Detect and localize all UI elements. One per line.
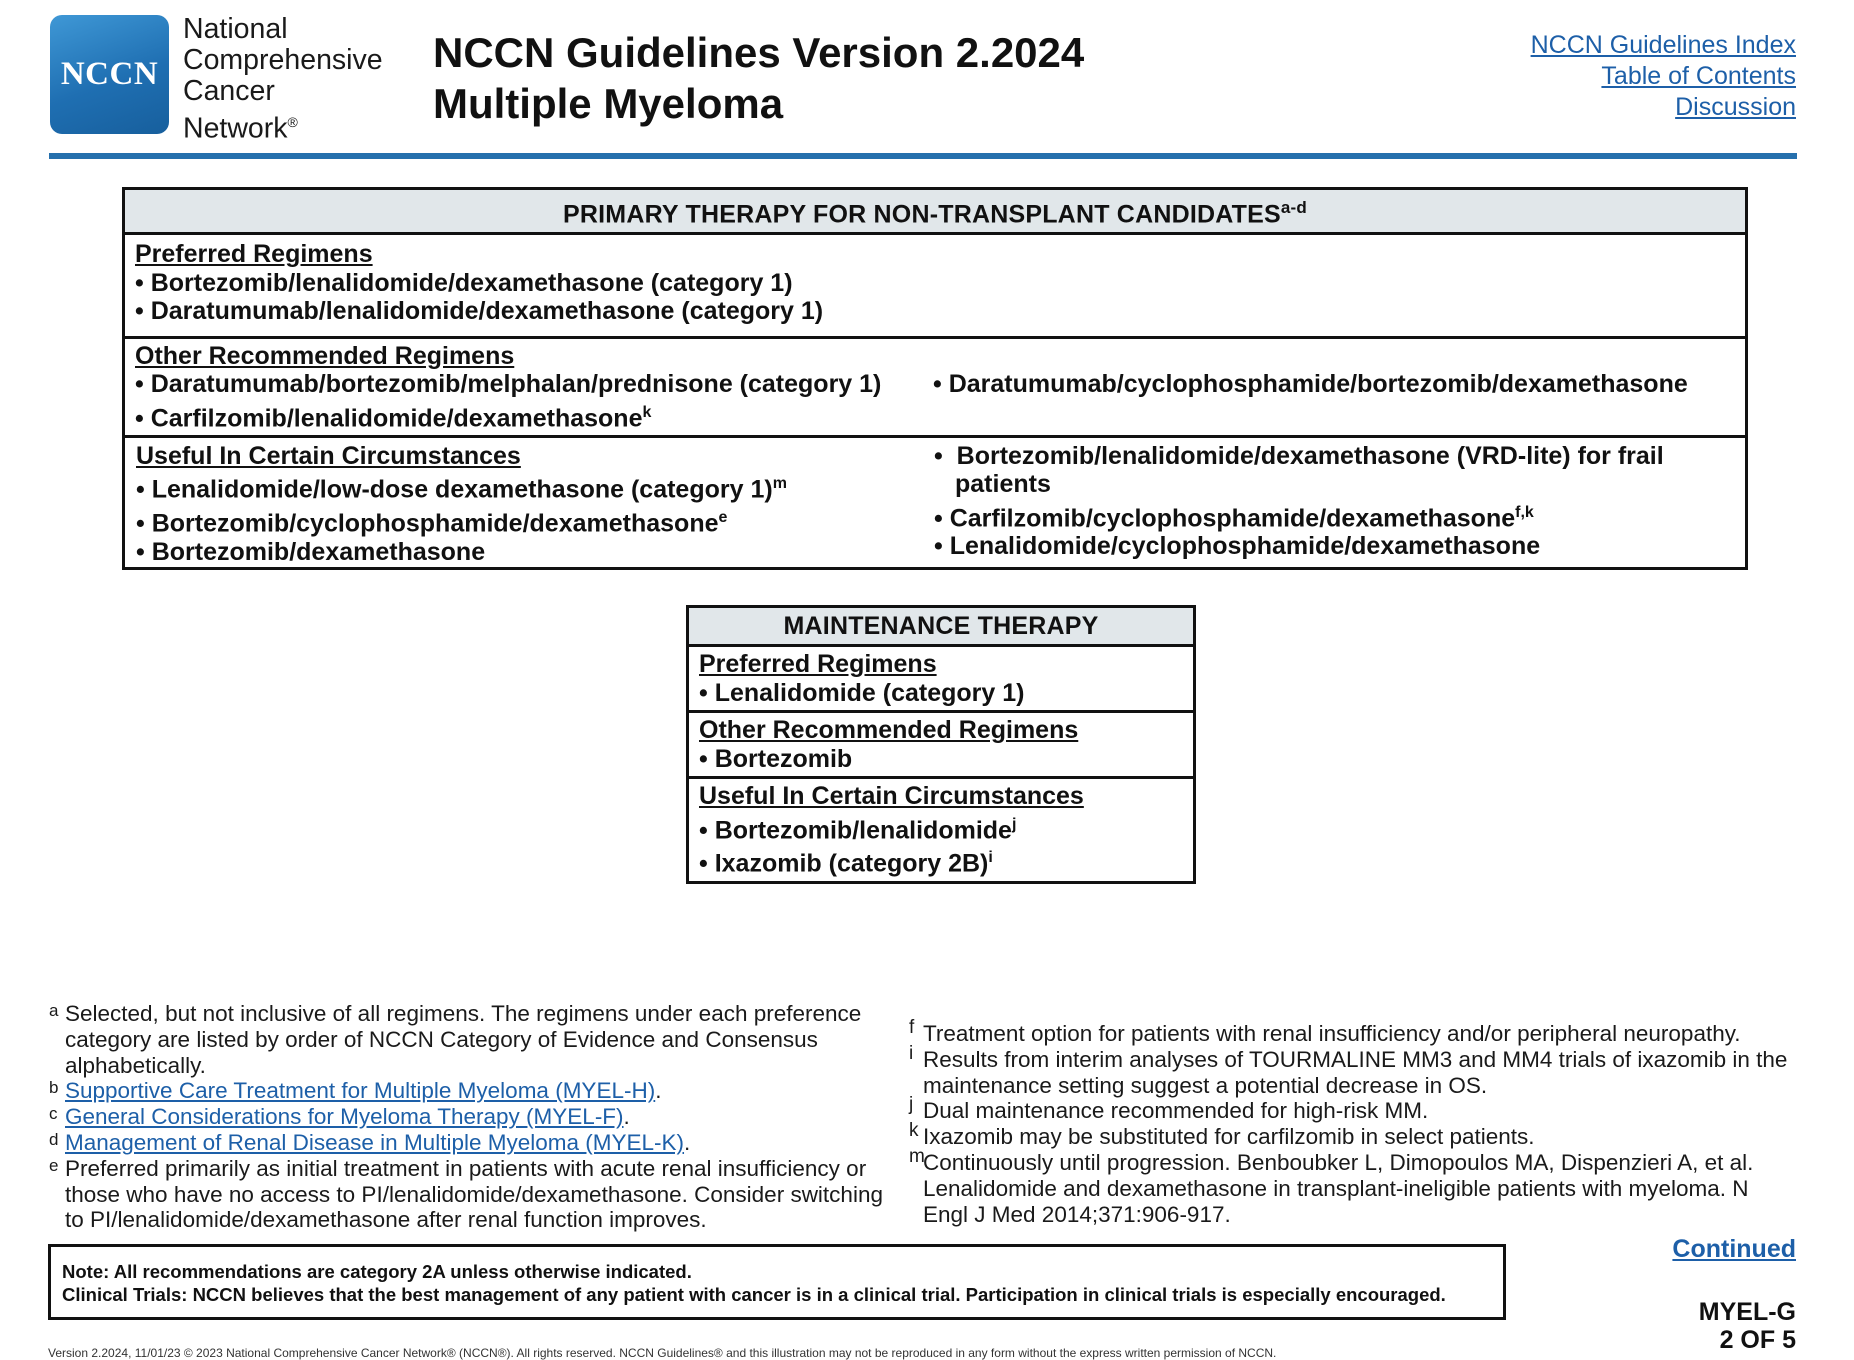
org-line-4: Network®: [183, 112, 298, 145]
org-line-3: Cancer: [183, 75, 275, 107]
logo-text: NCCN: [60, 56, 159, 92]
maintenance-therapy-table: [686, 605, 1196, 884]
regimen-item: • Daratumumab/cyclophosphamide/bortezomib/dexamethasone: [933, 370, 1688, 399]
regimen-item: • Carfilzomib/cyclophosphamide/dexamethasone$^{f,k}$: [934, 503, 1534, 532]
footnote-e: e Preferred primarily as initial treatment in patients with acute renal insufficiency or those who have no access to PI/lenalidomide/dexamethasone. Consider switching to PI/lenalidomide/dexamethasone after renal function improves.: [49, 1155, 883, 1233]
note-box: [48, 1244, 1506, 1320]
regimen-item: • Ixazomib (category 2B)$^i$: [699, 849, 993, 878]
discussion-link[interactable]: Discussion: [1675, 93, 1796, 121]
section-title: Other Recommended Regimens: [699, 716, 1079, 744]
maintenance-useful-section: [689, 779, 1193, 881]
regimen-item: • Bortezomib: [699, 744, 853, 773]
maintenance-other-section: [689, 713, 1193, 779]
footnotes-right: [909, 1017, 1789, 1227]
primary-other-section: [125, 339, 1745, 438]
primary-useful-section: [125, 438, 1745, 568]
clinical-trials-note: Clinical Trials: NCCN believes that the best management of any patient with cancer is in a clinical trial. Participation in clinical trials is especially encouraged.: [62, 1284, 1446, 1305]
page-title: [433, 27, 1084, 129]
page-code: MYEL-G: [1698, 1298, 1796, 1326]
footnote-d: d Management of Renal Disease in Multiple Myeloma (MYEL-K).: [49, 1129, 691, 1155]
regimen-item: • Carfilzomib/lenalidomide/dexamethasone$^k$: [135, 403, 652, 433]
top-navigation: [1531, 30, 1796, 123]
primary-preferred-section: [125, 235, 1745, 339]
regimen-item: • Lenalidomide/low-dose dexamethasone (category 1)$^m$: [136, 475, 787, 504]
regimen-item: • Daratumumab/lenalidomide/dexamethasone (category 1): [135, 297, 824, 326]
continued-link[interactable]: Continued: [1672, 1235, 1796, 1263]
maintenance-preferred-section: [689, 647, 1193, 713]
section-title: Preferred Regimens: [699, 650, 937, 678]
guidelines-index-link[interactable]: NCCN Guidelines Index: [1530, 31, 1796, 59]
guidelines-version: NCCN Guidelines Version 2.2024: [433, 29, 1085, 76]
footnote-j: j Dual maintenance recommended for high-risk MM.: [909, 1094, 1429, 1124]
regimen-item: • Bortezomib/lenalidomide/dexamethasone (category 1): [135, 268, 793, 297]
table-of-contents-link[interactable]: Table of Contents: [1601, 62, 1796, 90]
renal-disease-link[interactable]: Management of Renal Disease in Multiple Myeloma (MYEL-K): [65, 1129, 685, 1155]
category-note: Note: All recommendations are category 2A unless otherwise indicated.: [62, 1261, 692, 1282]
section-title: Useful In Certain Circumstances: [699, 782, 1084, 810]
disease-title: Multiple Myeloma: [433, 80, 784, 127]
footnote-m: m Continuously until progression. Benboubker L, Dimopoulos MA, Dispenzieri A, et al. Lenalidomide and dexamethasone in transplant-ineligible patients with myeloma. N Engl J Med 2014;371:906-917.: [909, 1145, 1754, 1227]
page-number: 2 OF 5: [1719, 1326, 1796, 1354]
header-divider: [49, 153, 1797, 159]
regimen-item: • Bortezomib/lenalidomide$^j$: [699, 815, 1017, 844]
regimen-item: • Lenalidomide/cyclophosphamide/dexamethasone: [934, 532, 1541, 561]
regimen-item: • Bortezomib/cyclophosphamide/dexamethasone$^e$: [136, 508, 728, 538]
primary-therapy-table: [122, 187, 1748, 570]
regimen-item: • Bortezomib/lenalidomide/dexamethasone (VRD-lite) for frail: [934, 441, 1664, 470]
supportive-care-link[interactable]: Supportive Care Treatment for Multiple Myeloma (MYEL-H): [65, 1078, 656, 1104]
page-identifier: [1699, 1298, 1796, 1354]
maintenance-therapy-heading: MAINTENANCE THERAPY: [689, 608, 1193, 647]
org-line-1: National: [183, 13, 288, 45]
footnote-c: c General Considerations for Myeloma Therapy (MYEL-F).: [49, 1104, 630, 1130]
footnote-f: f Treatment option for patients with renal insufficiency and/or peripheral neuropathy.: [909, 1017, 1741, 1046]
legal-notice: Version 2.2024, 11/01/23 © 2023 National Comprehensive Cancer Network® (NCCN®). All rights reserved. NCCN Guidelines® and this illustration may not be reproduced in any form without the express written permission of NCCN.: [48, 1346, 1277, 1360]
footnote-a: a Selected, but not inclusive of all regimens. The regimens under each preference category are listed by order of NCCN Category of Evidence and Consensus alphabetically.: [49, 1001, 862, 1078]
regimen-item: • Bortezomib/dexamethasone: [136, 537, 486, 566]
footnote-b: b Supportive Care Treatment for Multiple Myeloma (MYEL-H).: [49, 1078, 662, 1104]
nccn-logo: [50, 15, 169, 134]
general-considerations-link[interactable]: General Considerations for Myeloma Therapy (MYEL-F): [65, 1104, 624, 1130]
footnote-k: k Ixazomib may be substituted for carfilzomib in select patients.: [909, 1120, 1535, 1150]
org-line-2: Comprehensive: [183, 44, 383, 76]
section-title: Other Recommended Regimens: [135, 341, 515, 370]
section-title: Preferred Regimens: [135, 240, 373, 269]
footnote-i: i Results from interim analyses of TOURMALINE MM3 and MM4 trials of ixazomib in the maintenance setting suggest a potential decrease in OS.: [909, 1042, 1788, 1098]
regimen-item: • Daratumumab/bortezomib/melphalan/prednisone (category 1): [135, 370, 882, 399]
section-title: Useful In Certain Circumstances: [136, 441, 521, 470]
regimen-item-continued: patients: [955, 470, 1051, 499]
regimen-item: • Lenalidomide (category 1): [699, 678, 1025, 707]
footnotes-left: [49, 1001, 887, 1233]
primary-therapy-heading: PRIMARY THERAPY FOR NON-TRANSPLANT CANDIDATES$^{a-d}$: [125, 190, 1745, 235]
organization-name: [183, 14, 383, 145]
